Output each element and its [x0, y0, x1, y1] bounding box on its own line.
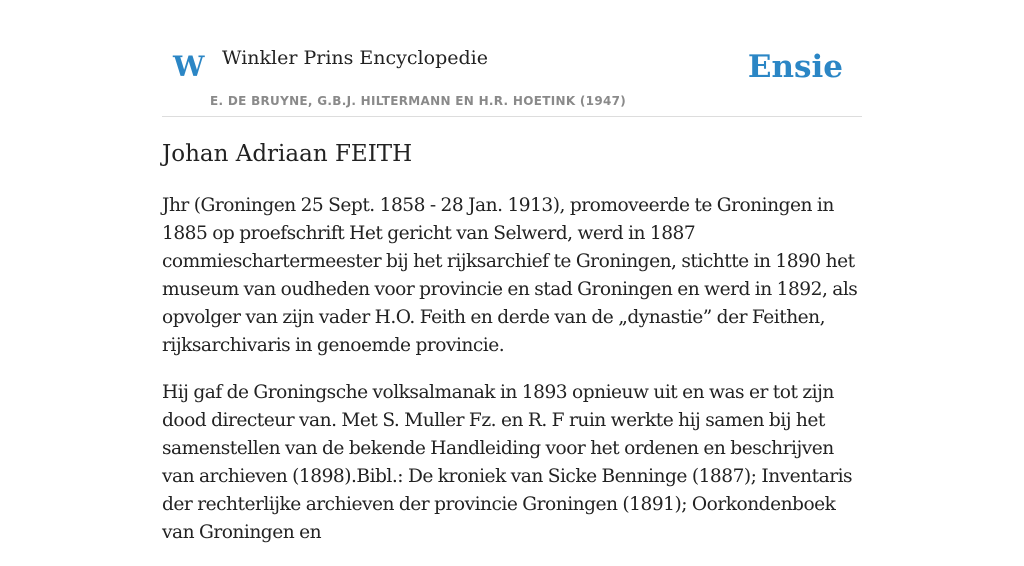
article-body [162, 192, 868, 566]
site-title[interactable]: Winkler Prins Encyclopedie [222, 47, 488, 69]
site-authors: E. DE BRUYNE, G.B.J. HILTERMANN EN H.R. HOETINK (1947) [210, 94, 627, 108]
article-title: Johan Adriaan FEITH [162, 141, 413, 167]
article-paragraph: Jhr (Groningen 25 Sept. 1858 - 28 Jan. 1913), promoveerde te Groningen in 1885 op proefschrift Het gericht van Selwerd, werd in 1887 commieschartermeester bij het rijksarchief te Groningen, stichtte in 1890 het museum van oudheden voor provincie en stad Groningen en werd in 1892, als opvolger van zijn vader H.O. Feith en derde van de „dynastie” der Feithen, rijksarchivaris in genoemde provincie. [162, 195, 858, 356]
article-paragraph: Hij gaf de Groningsche volksalmanak in 1893 opnieuw uit en was er tot zijn dood directeur van. Met S. Muller Fz. en R. F ruin werkte hij samen bij het samenstellen van de bekende Handleiding voor het ordenen en beschrijven van archieven (1898).Bibl.: De kroniek van Sicke Benninge (1887); Inventaris der rechterlijke archieven der provincie Groningen (1891); Oorkondenboek van Groningen en [162, 382, 853, 543]
logo-w-icon[interactable]: W [173, 50, 205, 83]
site-header [162, 0, 862, 117]
brand-logo-link[interactable]: Ensie [747, 49, 843, 85]
